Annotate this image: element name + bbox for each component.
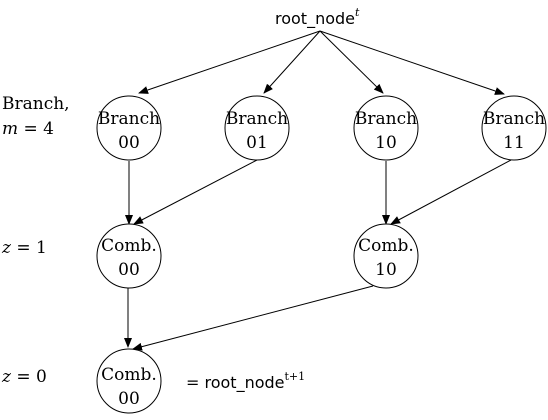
node-comb-00-z1-line1: Comb.: [101, 236, 157, 256]
node-branch-00: [97, 96, 161, 160]
node-comb-10-z1-line2: 10: [375, 260, 397, 280]
edge-root-branch-00: [139, 31, 320, 93]
node-branch-11-line2: 11: [503, 133, 525, 153]
root-node-bottom-name: root_node: [204, 373, 285, 392]
level-label-z1-eq: = 1: [10, 238, 47, 258]
node-branch-01-line2: 01: [246, 133, 268, 153]
node-branch-00-line1: Branch: [97, 109, 161, 129]
node-branch-10-line1: Branch: [354, 109, 418, 129]
edge-branch-11-comb-10: [391, 160, 511, 224]
root-node-top-name: root_node: [275, 9, 356, 28]
level-label-z1: [1, 238, 47, 258]
level-label-m-var: m: [2, 119, 19, 139]
edge-branch-01-comb-00: [134, 160, 257, 224]
node-branch-01: [225, 96, 289, 160]
root-node-bottom-label: [186, 370, 305, 393]
node-branch-10-line2: 10: [375, 133, 397, 153]
root-node-bottom-sup: t+1: [284, 370, 306, 383]
root-node-bottom-prefix: =: [186, 373, 205, 392]
level-label-branch: Branch,: [2, 94, 70, 114]
level-label-z0-eq: = 0: [10, 367, 47, 387]
node-comb-00-z0-line2: 00: [118, 389, 140, 409]
root-node-top-label: [275, 6, 360, 29]
node-comb-10-z1: [354, 224, 418, 288]
node-comb-00-z1: [97, 224, 161, 288]
level-label-m-eq: = 4: [18, 119, 54, 139]
node-branch-00-line2: 00: [118, 133, 140, 153]
edge-root-branch-10: [320, 31, 383, 93]
node-branch-10: [354, 96, 418, 160]
node-comb-00-z0: [97, 349, 161, 413]
level-label-m: [2, 119, 54, 139]
node-comb-00-z0-line1: Comb.: [101, 365, 157, 385]
node-comb-10-z1-line1: Comb.: [358, 236, 414, 256]
node-branch-01-line1: Branch: [225, 109, 289, 129]
node-comb-00-z1-line2: 00: [118, 260, 140, 280]
level-label-z0: [1, 367, 47, 387]
level-label-z0-var: z: [2, 367, 11, 387]
node-branch-11-line1: Branch: [482, 109, 546, 129]
edge-root-branch-11: [320, 31, 504, 94]
level-label-z1-var: z: [2, 238, 11, 258]
node-branch-11: [482, 96, 546, 160]
root-node-top-sup: t: [355, 6, 360, 19]
edge-comb-10-z1-comb-00-z0: [133, 286, 373, 349]
